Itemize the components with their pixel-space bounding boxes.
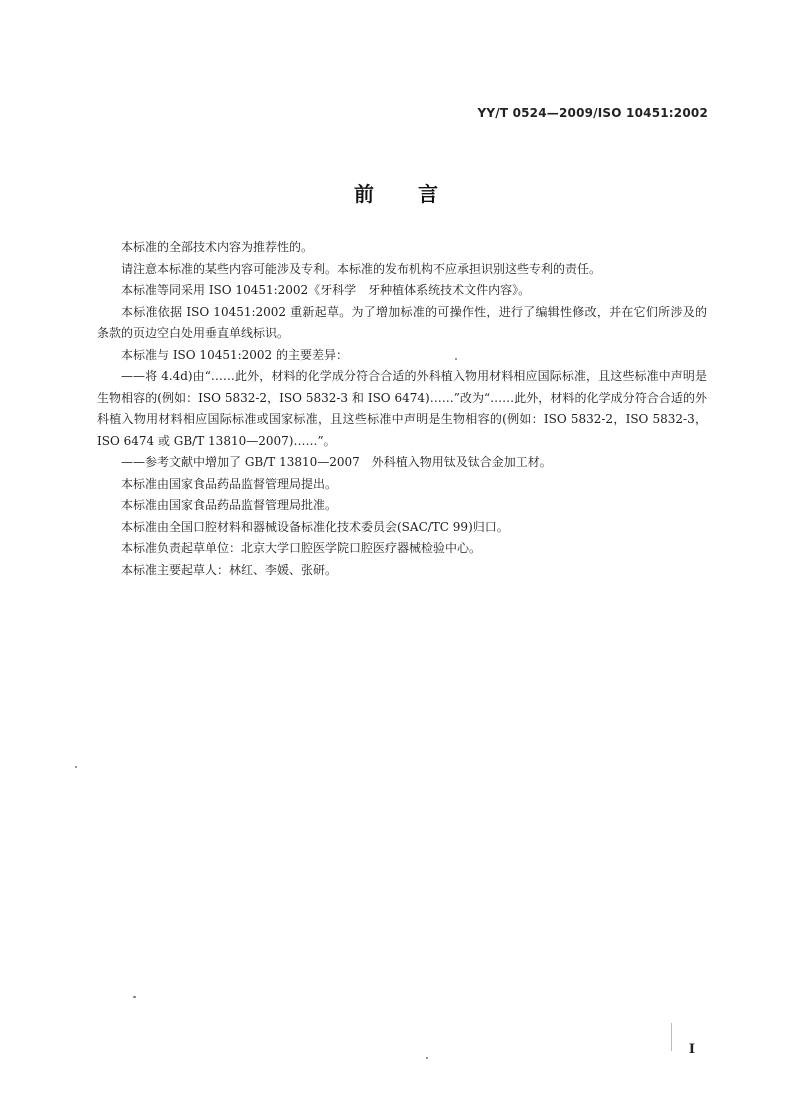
paragraph: 本标准依据 ISO 10451:2002 重新起草。为了增加标准的可操作性，进行了编辑性修改，并在它们所涉及的条款的页边空白处用垂直单线标识。: [97, 304, 707, 340]
page-title: 前言: [354, 182, 482, 206]
paragraph: 本标准由全国口腔材料和器械设备标准化技术委员会(SAC/TC 99)归口。: [121, 519, 509, 534]
scan-speck: [455, 358, 457, 360]
paragraph: ——参考文献中增加了 GB/T 13810—2007 外科植入物用钛及钛合金加工材。: [121, 455, 552, 469]
scan-speck: [671, 1023, 672, 1051]
paragraph: 本标准由国家食品药品监督管理局提出。: [121, 476, 338, 491]
page-number: I: [688, 1042, 695, 1057]
paragraph: 本标准的全部技术内容为推荐性的。: [121, 240, 314, 254]
standard-code: YY/T 0524—2009/ISO 10451:2002: [477, 106, 708, 120]
scan-speck: [426, 1057, 428, 1059]
scan-speck: [75, 766, 77, 768]
scan-speck: [133, 996, 136, 998]
paragraph: 本标准主要起草人：林红、李媛、张研。: [121, 562, 338, 577]
paragraph: 本标准负责起草单位：北京大学口腔医学院口腔医疗器械检验中心。: [121, 541, 482, 555]
paragraph: 本标准等同采用 ISO 10451:2002《牙科学 牙种植体系统技术文件内容》。: [121, 283, 531, 297]
foreword-body: [97, 237, 707, 581]
paragraph: 请注意本标准的某些内容可能涉及专利。本标准的发布机构不应承担识别这些专利的责任。: [121, 261, 602, 276]
paragraph: ——将 4.4d)由“……此外，材料的化学成分符合合适的外科植入物用材料相应国际标准，且这些标准中声明是生物相容的(例如：ISO 5832-2，ISO 5832-3 和 ISO 6474)……”改为“……此外，材料的化学成分符合合适的外科植入物用材料相应国际标准或国家标准，且这些标准中声明是生物相容的(例如：ISO 5832-2，ISO 5832-3，ISO 6474 或 GB/T 13810—2007)……”。: [97, 369, 707, 448]
paragraph: 本标准由国家食品药品监督管理局批准。: [121, 498, 338, 512]
paragraph: 本标准与 ISO 10451:2002 的主要差异：: [121, 347, 348, 362]
